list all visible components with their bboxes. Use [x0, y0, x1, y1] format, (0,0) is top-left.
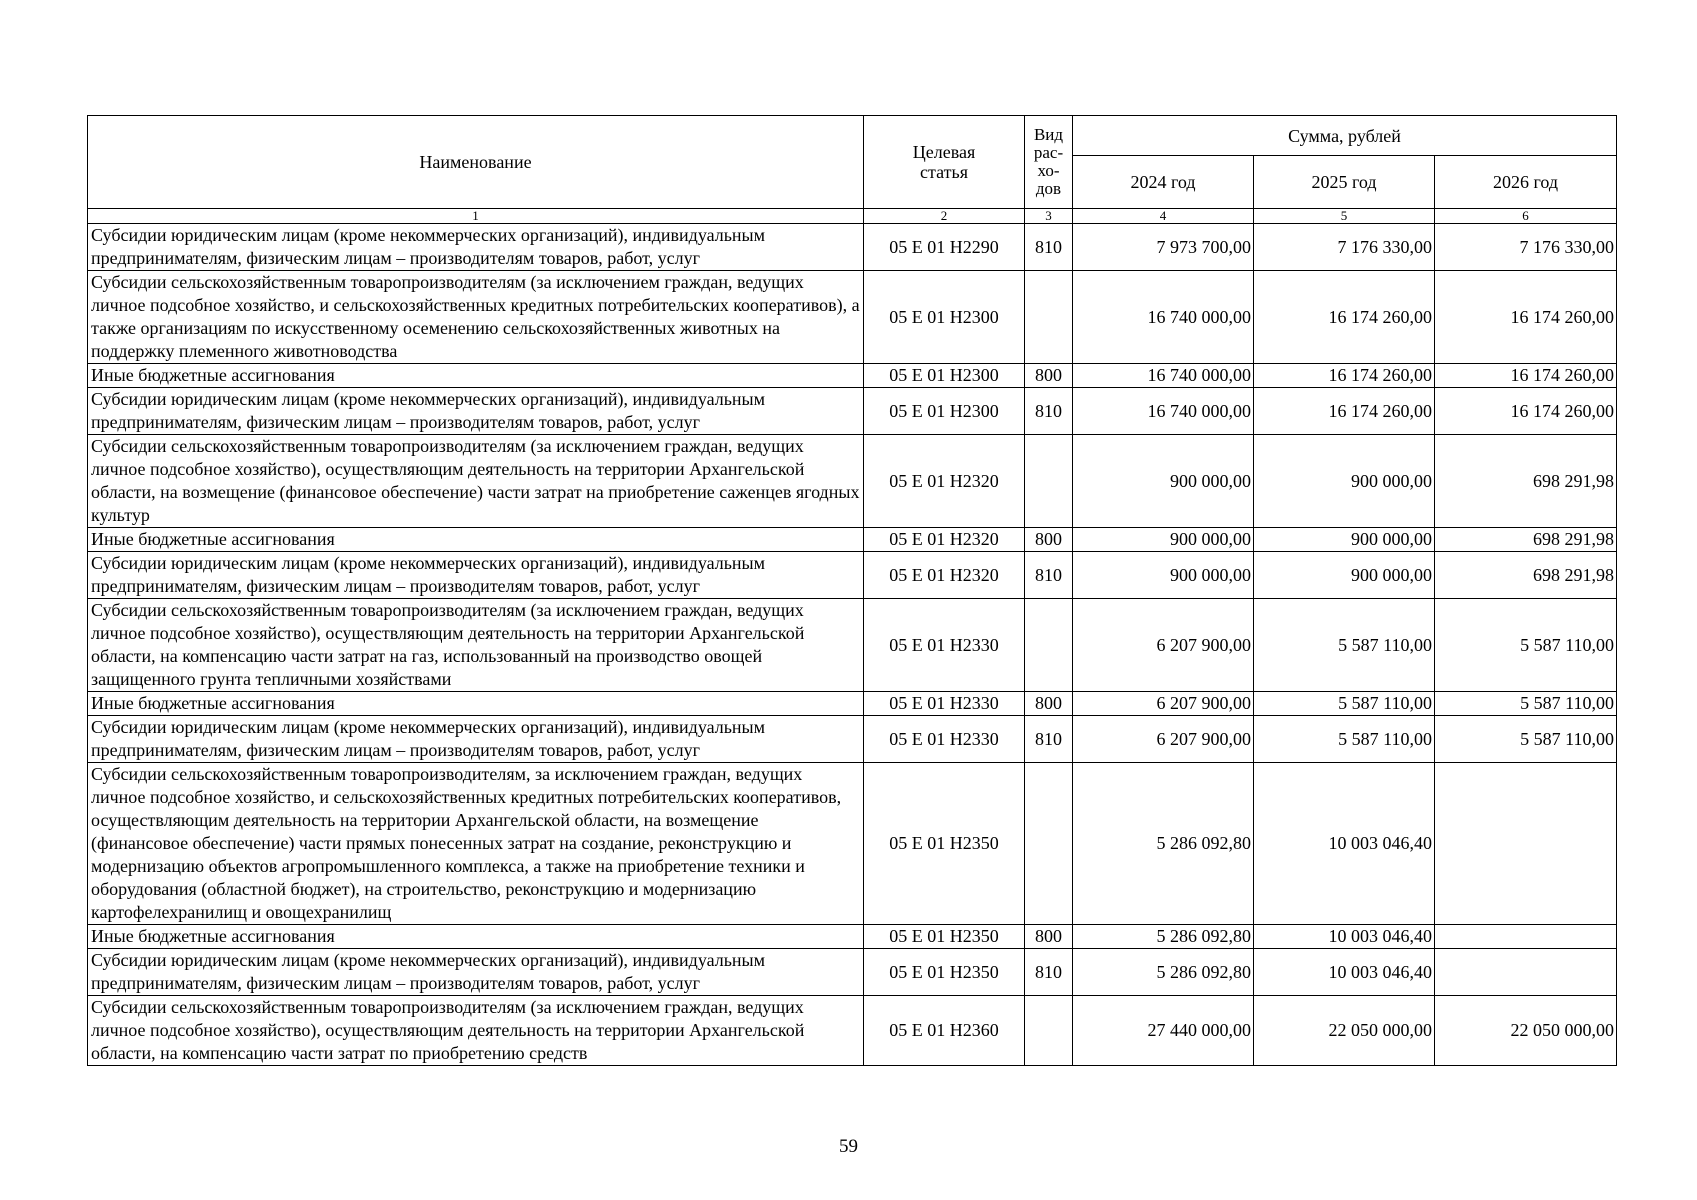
row-target-article: 05 Е 01 Н2320 [864, 435, 1025, 528]
row-expense-type: 800 [1025, 692, 1073, 716]
row-sum-2025: 900 000,00 [1254, 528, 1435, 552]
row-name: Субсидии сельскохозяйственным товаропроизводителям (за исключением граждан, ведущих личное подсобное хозяйство), осуществляющим деятельность на территории Архангельской области, на компенсацию части затрат по приобретению средств [88, 996, 864, 1066]
row-sum-2025: 10 003 046,40 [1254, 925, 1435, 949]
row-sum-2025: 16 174 260,00 [1254, 388, 1435, 435]
row-sum-2024: 900 000,00 [1073, 552, 1254, 599]
table-row [88, 552, 1617, 599]
row-sum-2026: 22 050 000,00 [1435, 996, 1617, 1066]
header-year-2026: 2026 год [1435, 156, 1617, 209]
header-target-article-text: Целевая статья [912, 142, 976, 182]
row-sum-2025: 5 587 110,00 [1254, 599, 1435, 692]
row-name: Субсидии юридическим лицам (кроме некоммерческих организаций), индивидуальным предпринимателям, физическим лицам – производителям товаров, работ, услуг [88, 716, 864, 763]
row-sum-2024: 6 207 900,00 [1073, 716, 1254, 763]
row-name: Иные бюджетные ассигнования [88, 925, 864, 949]
row-name: Субсидии юридическим лицам (кроме некоммерческих организаций), индивидуальным предпринимателям, физическим лицам – производителям товаров, работ, услуг [88, 224, 864, 271]
row-target-article: 05 Е 01 Н2300 [864, 388, 1025, 435]
row-sum-2024: 6 207 900,00 [1073, 599, 1254, 692]
row-sum-2025: 900 000,00 [1254, 435, 1435, 528]
row-sum-2024: 900 000,00 [1073, 528, 1254, 552]
header-year-2025: 2025 год [1254, 156, 1435, 209]
column-numbers-row [88, 209, 1617, 224]
row-sum-2024: 5 286 092,80 [1073, 949, 1254, 996]
row-expense-type: 810 [1025, 388, 1073, 435]
row-sum-2025: 900 000,00 [1254, 552, 1435, 599]
table-row [88, 716, 1617, 763]
row-sum-2026 [1435, 949, 1617, 996]
row-sum-2024: 27 440 000,00 [1073, 996, 1254, 1066]
column-number: 4 [1073, 209, 1254, 224]
table-row [88, 763, 1617, 925]
row-sum-2024: 7 973 700,00 [1073, 224, 1254, 271]
row-target-article: 05 Е 01 Н2330 [864, 716, 1025, 763]
row-sum-2026 [1435, 763, 1617, 925]
row-expense-type: 810 [1025, 949, 1073, 996]
row-sum-2025: 7 176 330,00 [1254, 224, 1435, 271]
row-name: Иные бюджетные ассигнования [88, 364, 864, 388]
row-sum-2026: 16 174 260,00 [1435, 388, 1617, 435]
row-sum-2026: 698 291,98 [1435, 435, 1617, 528]
row-sum-2024: 16 740 000,00 [1073, 388, 1254, 435]
table-row [88, 388, 1617, 435]
table-row [88, 692, 1617, 716]
row-name: Иные бюджетные ассигнования [88, 692, 864, 716]
row-sum-2026 [1435, 925, 1617, 949]
table-row [88, 599, 1617, 692]
row-sum-2026: 7 176 330,00 [1435, 224, 1617, 271]
row-name: Субсидии юридическим лицам (кроме некоммерческих организаций), индивидуальным предпринимателям, физическим лицам – производителям товаров, работ, услуг [88, 949, 864, 996]
row-sum-2026: 5 587 110,00 [1435, 716, 1617, 763]
row-expense-type: 800 [1025, 925, 1073, 949]
column-number: 5 [1254, 209, 1435, 224]
column-number: 2 [864, 209, 1025, 224]
table-row [88, 925, 1617, 949]
row-sum-2026: 16 174 260,00 [1435, 271, 1617, 364]
row-target-article: 05 Е 01 Н2320 [864, 528, 1025, 552]
row-sum-2024: 16 740 000,00 [1073, 271, 1254, 364]
row-target-article: 05 Е 01 Н2320 [864, 552, 1025, 599]
row-name: Субсидии юридическим лицам (кроме некоммерческих организаций), индивидуальным предпринимателям, физическим лицам – производителям товаров, работ, услуг [88, 388, 864, 435]
row-sum-2024: 6 207 900,00 [1073, 692, 1254, 716]
row-expense-type: 810 [1025, 716, 1073, 763]
table-row [88, 364, 1617, 388]
row-name: Иные бюджетные ассигнования [88, 528, 864, 552]
table-row [88, 271, 1617, 364]
row-sum-2025: 16 174 260,00 [1254, 271, 1435, 364]
row-name: Субсидии юридическим лицам (кроме некоммерческих организаций), индивидуальным предпринимателям, физическим лицам – производителям товаров, работ, услуг [88, 552, 864, 599]
row-expense-type [1025, 599, 1073, 692]
row-sum-2024: 5 286 092,80 [1073, 763, 1254, 925]
row-target-article: 05 Е 01 Н2350 [864, 925, 1025, 949]
header-target-article [864, 116, 1025, 209]
row-target-article: 05 Е 01 Н2350 [864, 763, 1025, 925]
column-number: 6 [1435, 209, 1617, 224]
row-target-article: 05 Е 01 Н2300 [864, 364, 1025, 388]
row-sum-2024: 900 000,00 [1073, 435, 1254, 528]
row-sum-2026: 698 291,98 [1435, 552, 1617, 599]
row-expense-type [1025, 996, 1073, 1066]
row-expense-type [1025, 763, 1073, 925]
row-target-article: 05 Е 01 Н2330 [864, 599, 1025, 692]
row-expense-type [1025, 435, 1073, 528]
header-expense-type [1025, 116, 1073, 209]
row-target-article: 05 Е 01 Н2350 [864, 949, 1025, 996]
row-name: Субсидии сельскохозяйственным товаропроизводителям (за исключением граждан, ведущих личное подсобное хозяйство), осуществляющим деятельность на территории Архангельской области, на возмещение (финансовое обеспечение) части затрат на приобретение саженцев ягодных культур [88, 435, 864, 528]
row-sum-2024: 5 286 092,80 [1073, 925, 1254, 949]
header-year-2024: 2024 год [1073, 156, 1254, 209]
row-sum-2026: 5 587 110,00 [1435, 599, 1617, 692]
row-target-article: 05 Е 01 Н2360 [864, 996, 1025, 1066]
column-number: 3 [1025, 209, 1073, 224]
row-expense-type: 800 [1025, 364, 1073, 388]
table-row [88, 949, 1617, 996]
row-sum-2025: 5 587 110,00 [1254, 716, 1435, 763]
row-sum-2025: 5 587 110,00 [1254, 692, 1435, 716]
budget-table [87, 115, 1617, 1066]
row-sum-2025: 10 003 046,40 [1254, 949, 1435, 996]
row-target-article: 05 Е 01 Н2330 [864, 692, 1025, 716]
table-row [88, 996, 1617, 1066]
row-sum-2025: 10 003 046,40 [1254, 763, 1435, 925]
row-sum-2026: 5 587 110,00 [1435, 692, 1617, 716]
table-body [88, 224, 1617, 1066]
table-row [88, 435, 1617, 528]
table-row [88, 224, 1617, 271]
budget-table-page [87, 115, 1616, 1066]
table-row [88, 528, 1617, 552]
header-expense-type-text: Вид рас-хо-дов [1033, 125, 1064, 198]
row-sum-2025: 22 050 000,00 [1254, 996, 1435, 1066]
row-sum-2026: 16 174 260,00 [1435, 364, 1617, 388]
row-expense-type: 800 [1025, 528, 1073, 552]
row-expense-type: 810 [1025, 552, 1073, 599]
page-number: 59 [839, 1136, 858, 1157]
row-expense-type [1025, 271, 1073, 364]
row-target-article: 05 Е 01 Н2290 [864, 224, 1025, 271]
row-target-article: 05 Е 01 Н2300 [864, 271, 1025, 364]
row-sum-2024: 16 740 000,00 [1073, 364, 1254, 388]
header-name: Наименование [88, 116, 864, 209]
header-sum: Сумма, рублей [1073, 116, 1617, 156]
row-sum-2025: 16 174 260,00 [1254, 364, 1435, 388]
row-name: Субсидии сельскохозяйственным товаропроизводителям (за исключением граждан, ведущих личное подсобное хозяйство, и сельскохозяйственных кредитных потребительских кооперативов), а также организациям по искусственному осеменению сельскохозяйственных животных на поддержку племенного животноводства [88, 271, 864, 364]
row-name: Субсидии сельскохозяйственным товаропроизводителям (за исключением граждан, ведущих личное подсобное хозяйство), осуществляющим деятельность на территории Архангельской области, на компенсацию части затрат на газ, использованный на производство овощей защищенного грунта тепличными хозяйствами [88, 599, 864, 692]
column-number: 1 [88, 209, 864, 224]
row-sum-2026: 698 291,98 [1435, 528, 1617, 552]
row-name: Субсидии сельскохозяйственным товаропроизводителям, за исключением граждан, ведущих личное подсобное хозяйство, и сельскохозяйственных кредитных потребительских кооперативов, осуществляющим деятельность на территории Архангельской области, на возмещение (финансовое обеспечение) части прямых понесенных затрат на создание, реконструкцию и модернизацию объектов агропромышленного комплекса, а также на приобретение техники и оборудования (областной бюджет), на строительство, реконструкцию и модернизацию картофелехранилищ и овощехранилищ [88, 763, 864, 925]
row-expense-type: 810 [1025, 224, 1073, 271]
